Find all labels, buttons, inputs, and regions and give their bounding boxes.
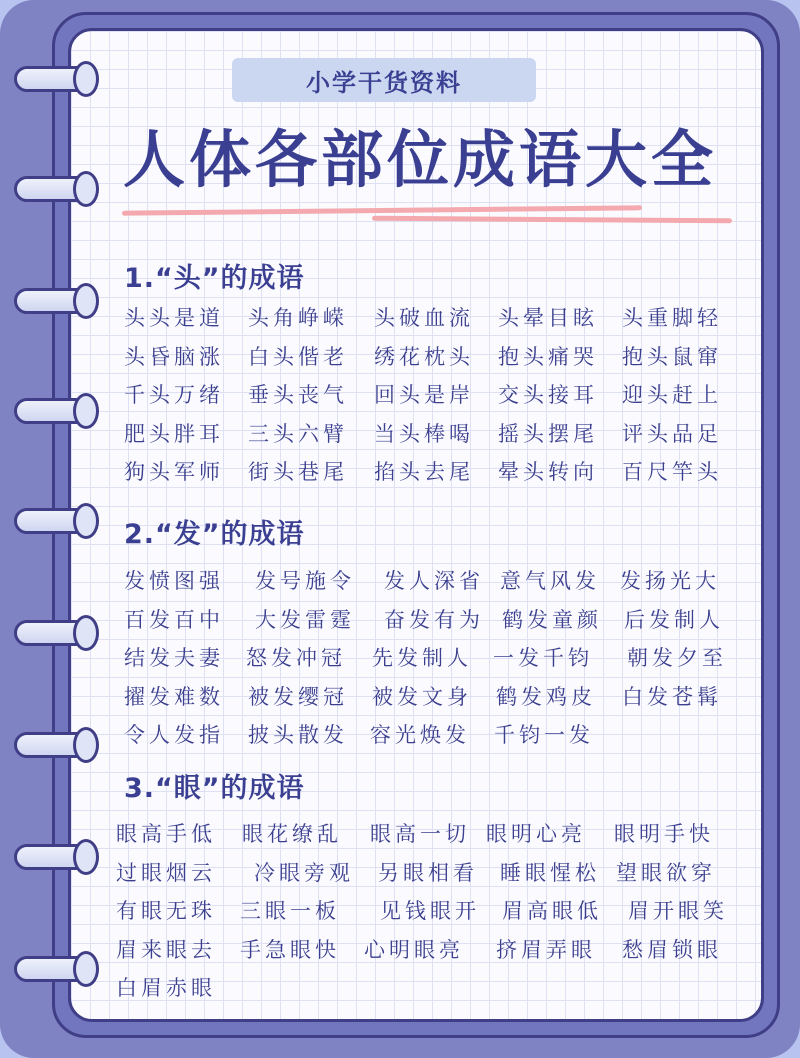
- category-tag: 小学干货资料: [232, 58, 536, 102]
- binder-ring-icon: [14, 956, 96, 982]
- binder-ring-icon: [14, 508, 96, 534]
- idiom-item: 眉来眼去: [116, 937, 216, 962]
- idiom-item: 先发制人: [372, 646, 472, 670]
- idiom-item: 有眼无珠: [116, 899, 216, 923]
- idiom-item: 垂头丧气: [248, 383, 348, 407]
- idiom-item: 头头是道: [124, 306, 224, 330]
- idiom-item: 百尺竿头: [622, 460, 722, 484]
- section-title-hair: 2.“发”的成语: [124, 519, 305, 550]
- binder-ring-icon: [14, 732, 96, 758]
- idiom-item: 鹤发童颜: [502, 607, 602, 632]
- binder-ring-icon: [14, 398, 96, 424]
- idiom-item: 眼高手低: [116, 822, 216, 846]
- idiom-item: 望眼欲穿: [616, 860, 716, 885]
- idiom-item: 头重脚轻: [622, 306, 722, 330]
- idiom-item: 发号施令: [255, 569, 355, 593]
- idiom-item: 一发千钧: [493, 646, 593, 670]
- idiom-item: 头破血流: [374, 306, 474, 330]
- idiom-item: 眼花缭乱: [242, 822, 342, 846]
- idiom-item: 睡眼惺松: [500, 860, 600, 885]
- idiom-item: 掐头去尾: [374, 460, 474, 484]
- idiom-item: 后发制人: [624, 607, 724, 632]
- idiom-item: 绣花枕头: [374, 344, 474, 369]
- idiom-item: 交头接耳: [498, 383, 598, 407]
- idiom-item: 头晕目眩: [498, 306, 598, 330]
- binder-ring-icon: [14, 620, 96, 646]
- idiom-item: 狗头军师: [124, 460, 224, 484]
- idiom-item: 冷眼旁观: [254, 860, 354, 885]
- idiom-item: 手急眼快: [240, 937, 340, 962]
- idiom-item: 意气风发: [500, 569, 600, 593]
- idiom-item: 被发缨冠: [248, 684, 348, 709]
- idiom-item: 被发文身: [372, 684, 472, 709]
- idiom-item: 街头巷尾: [248, 460, 348, 484]
- idiom-item: 眼明手快: [614, 822, 714, 846]
- page-title: 人体各部位成语大全: [122, 123, 717, 196]
- idiom-item: 晕头转向: [498, 460, 598, 484]
- idiom-item: 容光焕发: [370, 723, 470, 747]
- binder-ring-icon: [14, 844, 96, 870]
- idiom-item: 披头散发: [248, 723, 348, 747]
- idiom-item: 大发雷霆: [255, 607, 355, 632]
- idiom-item: 发扬光大: [620, 569, 720, 593]
- idiom-item: 眼高一切: [370, 822, 470, 846]
- idiom-item: 百发百中: [124, 607, 224, 632]
- section-title-eye: 3.“眼”的成语: [124, 773, 305, 804]
- idiom-item: 眉开眼笑: [628, 899, 728, 923]
- idiom-item: 摇头摆尾: [498, 421, 598, 446]
- idiom-item: 评头品足: [622, 421, 722, 446]
- binder-ring-icon: [14, 66, 96, 92]
- idiom-item: 迎头赶上: [622, 383, 722, 407]
- idiom-item: 白头偕老: [248, 344, 348, 369]
- idiom-item: 肥头胖耳: [124, 421, 224, 446]
- idiom-item: 挤眉弄眼: [496, 937, 596, 962]
- idiom-item: 朝发夕至: [627, 646, 727, 670]
- idiom-item: 过眼烟云: [116, 860, 216, 885]
- idiom-item: 鹤发鸡皮: [496, 684, 596, 709]
- idiom-item: 当头棒喝: [374, 421, 474, 446]
- idiom-item: 奋发有为: [384, 607, 484, 632]
- idiom-item: 结发夫妻: [124, 646, 224, 670]
- idiom-item: 心明眼亮: [364, 937, 464, 962]
- idiom-item: 擢发难数: [124, 684, 224, 709]
- idiom-item: 白眉赤眼: [116, 976, 216, 1000]
- section-title-head: 1.“头”的成语: [124, 263, 305, 294]
- idiom-item: 白发苍髯: [622, 684, 722, 709]
- idiom-item: 愁眉锁眼: [622, 937, 722, 962]
- idiom-item: 千钧一发: [494, 723, 594, 747]
- idiom-item: 见钱眼开: [380, 899, 480, 923]
- binder-ring-icon: [14, 288, 96, 314]
- idiom-item: 抱头鼠窜: [622, 344, 722, 369]
- idiom-item: 令人发指: [124, 723, 224, 747]
- idiom-item: 回头是岸: [374, 383, 474, 407]
- idiom-item: 头角峥嵘: [248, 306, 348, 330]
- idiom-item: 三头六臂: [248, 421, 348, 446]
- idiom-item: 眉高眼低: [502, 899, 602, 923]
- idiom-item: 发人深省: [384, 569, 484, 593]
- idiom-item: 发愤图强: [124, 569, 224, 593]
- idiom-item: 抱头痛哭: [498, 344, 598, 369]
- idiom-item: 眼明心亮: [486, 822, 586, 846]
- idiom-item: 千头万绪: [124, 383, 224, 407]
- idiom-item: 三眼一板: [240, 899, 340, 923]
- idiom-item: 另眼相看: [378, 860, 478, 885]
- idiom-item: 怒发冲冠: [246, 646, 346, 670]
- idiom-item: 头昏脑涨: [124, 344, 224, 369]
